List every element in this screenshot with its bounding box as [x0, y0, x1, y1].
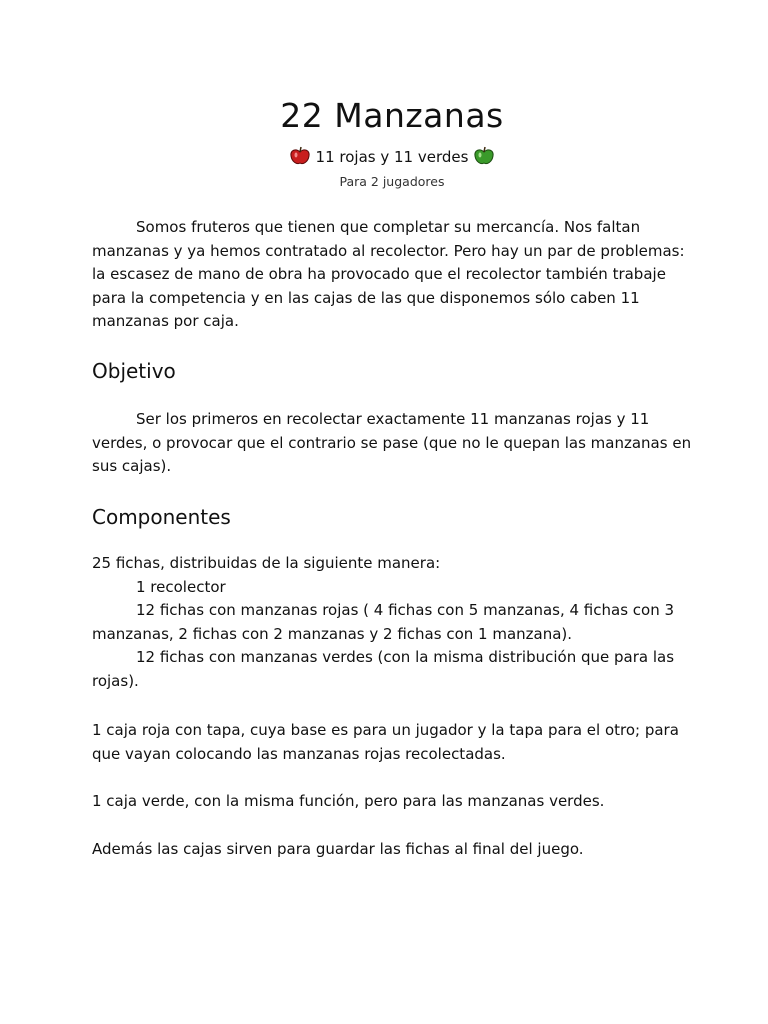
- players-note: Para 2 jugadores: [339, 174, 445, 189]
- subtitle: [92, 146, 692, 168]
- red-apple-icon: [289, 146, 311, 166]
- ademas-paragraph: Además las cajas sirven para guardar las fichas al final del juego.: [92, 840, 584, 858]
- caja-verde-paragraph: 1 caja verde, con la misma función, pero para las manzanas verdes.: [92, 792, 605, 810]
- componentes-heading: Componentes: [92, 505, 231, 529]
- componentes-lead: 25 fichas, distribuidas de la siguiente manera:: [92, 554, 441, 572]
- page-title: 22 Manzanas: [280, 96, 504, 135]
- caja-roja-paragraph: 1 caja roja con tapa, cuya base es para un jugador y la tapa para el otro; para que vayan colocando las manzanas rojas recolectadas.: [92, 721, 679, 763]
- intro-paragraph: Somos fruteros que tienen que completar su mercancía. Nos faltan manzanas y ya hemos contratado al recolector. Pero hay un par de problemas: la escasez de mano de obra ha provocado que el recolector también trabaje para la competencia y en las cajas de las que disponemos sólo caben 11 manzanas por caja.: [92, 218, 685, 330]
- objetivo-paragraph: Ser los primeros en recolectar exactamente 11 manzanas rojas y 11 verdes, o provocar que el contrario se pase (que no le quepan las manzanas en sus cajas).: [92, 410, 692, 475]
- list-item: 12 fichas con manzanas rojas ( 4 fichas con 5 manzanas, 4 fichas con 3 manzanas, 2 fichas con 2 manzanas y 2 fichas con 1 manzana).: [92, 601, 675, 643]
- list-item: 12 fichas con manzanas verdes (con la misma distribución que para las rojas).: [92, 648, 675, 690]
- objetivo-heading: Objetivo: [92, 359, 176, 383]
- green-apple-icon: [473, 146, 495, 166]
- subtitle-text: 11 rojas y 11 verdes: [315, 148, 469, 166]
- list-item: 1 recolector: [136, 577, 226, 596]
- componentes-list: [92, 552, 692, 693]
